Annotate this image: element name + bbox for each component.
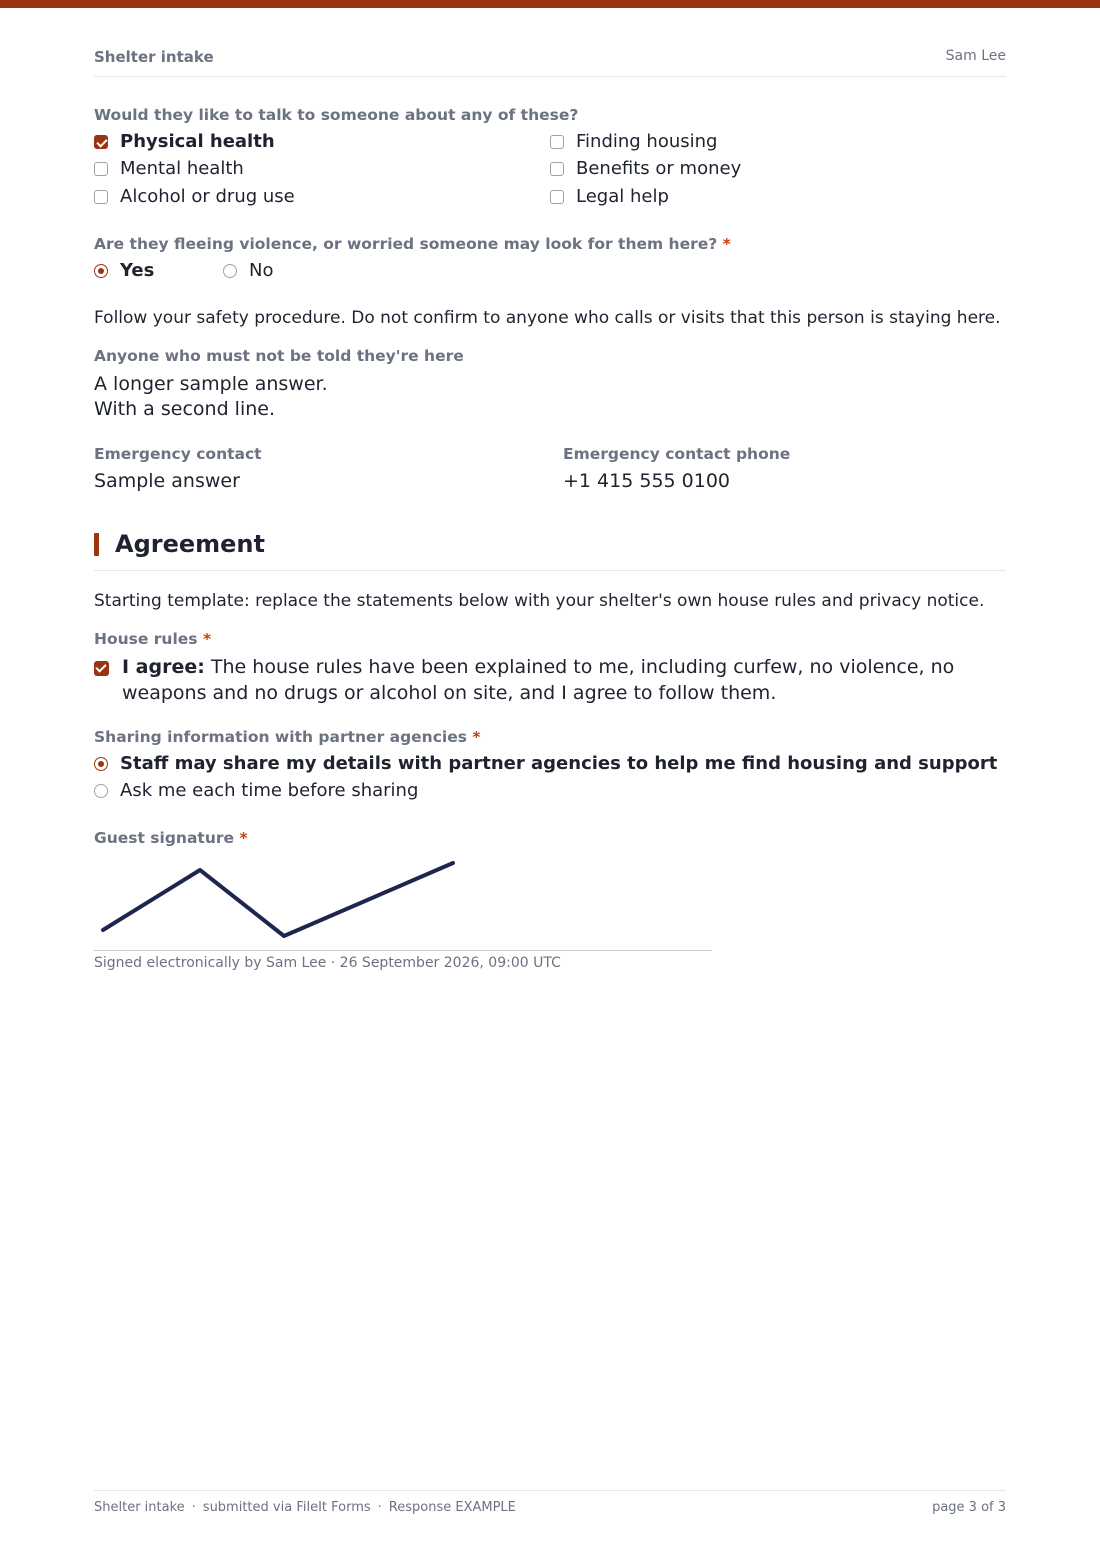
form-title: Shelter intake [94,48,214,66]
checkbox-checked-icon[interactable] [94,661,109,676]
not-told-label: Anyone who must not be told they're here [94,347,464,365]
checkbox-icon[interactable] [550,135,564,149]
section-accent-bar [94,533,99,556]
checkbox-icon[interactable] [94,190,108,204]
radio-selected-icon[interactable] [94,264,108,278]
footer-submitted: submitted via FileIt Forms [202,1500,371,1515]
option-label: No [249,260,274,281]
house-rules-agree-checkbox[interactable] [94,654,994,710]
option-label: Alcohol or drug use [120,186,295,207]
emergency-contact-value: Sample answer [94,470,240,492]
sharing-label-text: Sharing information with partner agencies [94,728,467,746]
option-label: Staff may share my details with partner agencies to help me find housing and support [120,753,998,774]
radio-selected-icon[interactable] [94,757,108,771]
respondent-name: Sam Lee [945,48,1006,64]
not-told-answer [94,372,328,422]
top-accent-bar [0,0,1100,8]
sharing-label [94,728,480,746]
emergency-phone-value: +1 415 555 0100 [563,470,731,492]
page-header [94,48,1006,77]
house-rules-label [94,630,211,648]
option-label: Legal help [576,186,669,207]
signature-label-text: Guest signature [94,829,235,847]
required-asterisk: * [472,728,481,746]
checkbox-checked-icon[interactable] [94,135,108,149]
signature-caption: Signed electronically by Sam Lee · 26 September 2026, 09:00 UTC [94,955,561,971]
agreement-heading: Agreement [115,530,265,558]
option-label: Finding housing [576,131,718,152]
house-rules-statement [122,654,982,706]
radio-icon[interactable] [94,784,108,798]
signature-label [94,829,248,847]
option-label: Yes [120,260,155,281]
house-rules-label-text: House rules [94,630,198,648]
footer-info: Shelter intake · submitted via FileIt Forms · Response EXAMPLE [94,1500,516,1515]
page-footer [94,1490,1006,1521]
signature-pad [94,850,712,951]
talk-question-label: Would they like to talk to someone about any of these? [94,106,579,124]
fleeing-question-label [94,235,731,253]
required-asterisk: * [722,235,731,253]
footer-response: Response EXAMPLE [388,1500,516,1515]
agree-prefix: I agree: [122,656,205,678]
option-label: Benefits or money [576,158,742,179]
checkbox-icon[interactable] [550,162,564,176]
option-label: Ask me each time before sharing [120,780,419,801]
option-label: Physical health [120,131,275,152]
emergency-phone-label: Emergency contact phone [563,445,791,463]
signature-drawing [94,850,712,950]
required-asterisk: * [239,829,248,847]
footer-form-name: Shelter intake [94,1500,185,1515]
checkbox-icon[interactable] [550,190,564,204]
answer-line: A longer sample answer. [94,373,328,395]
option-label: Mental health [120,158,244,179]
agree-text: The house rules have been explained to me, including curfew, no violence, no weapons and no drugs or alcohol on site, and I agree to follow them. [122,656,955,704]
required-asterisk: * [202,630,212,648]
fleeing-question-text: Are they fleeing violence, or worried someone may look for them here? [94,235,718,253]
page-number: page 3 of 3 [932,1500,1006,1515]
answer-line: With a second line. [94,398,275,420]
radio-icon[interactable] [223,264,237,278]
checkbox-icon[interactable] [94,162,108,176]
emergency-contact-label: Emergency contact [94,445,262,463]
agreement-intro: Starting template: replace the statements below with your shelter's own house rules and privacy notice. [94,591,985,611]
safety-notice: Follow your safety procedure. Do not confirm to anyone who calls or visits that this person is staying here. [94,308,1001,328]
agreement-section-header [94,530,1006,571]
